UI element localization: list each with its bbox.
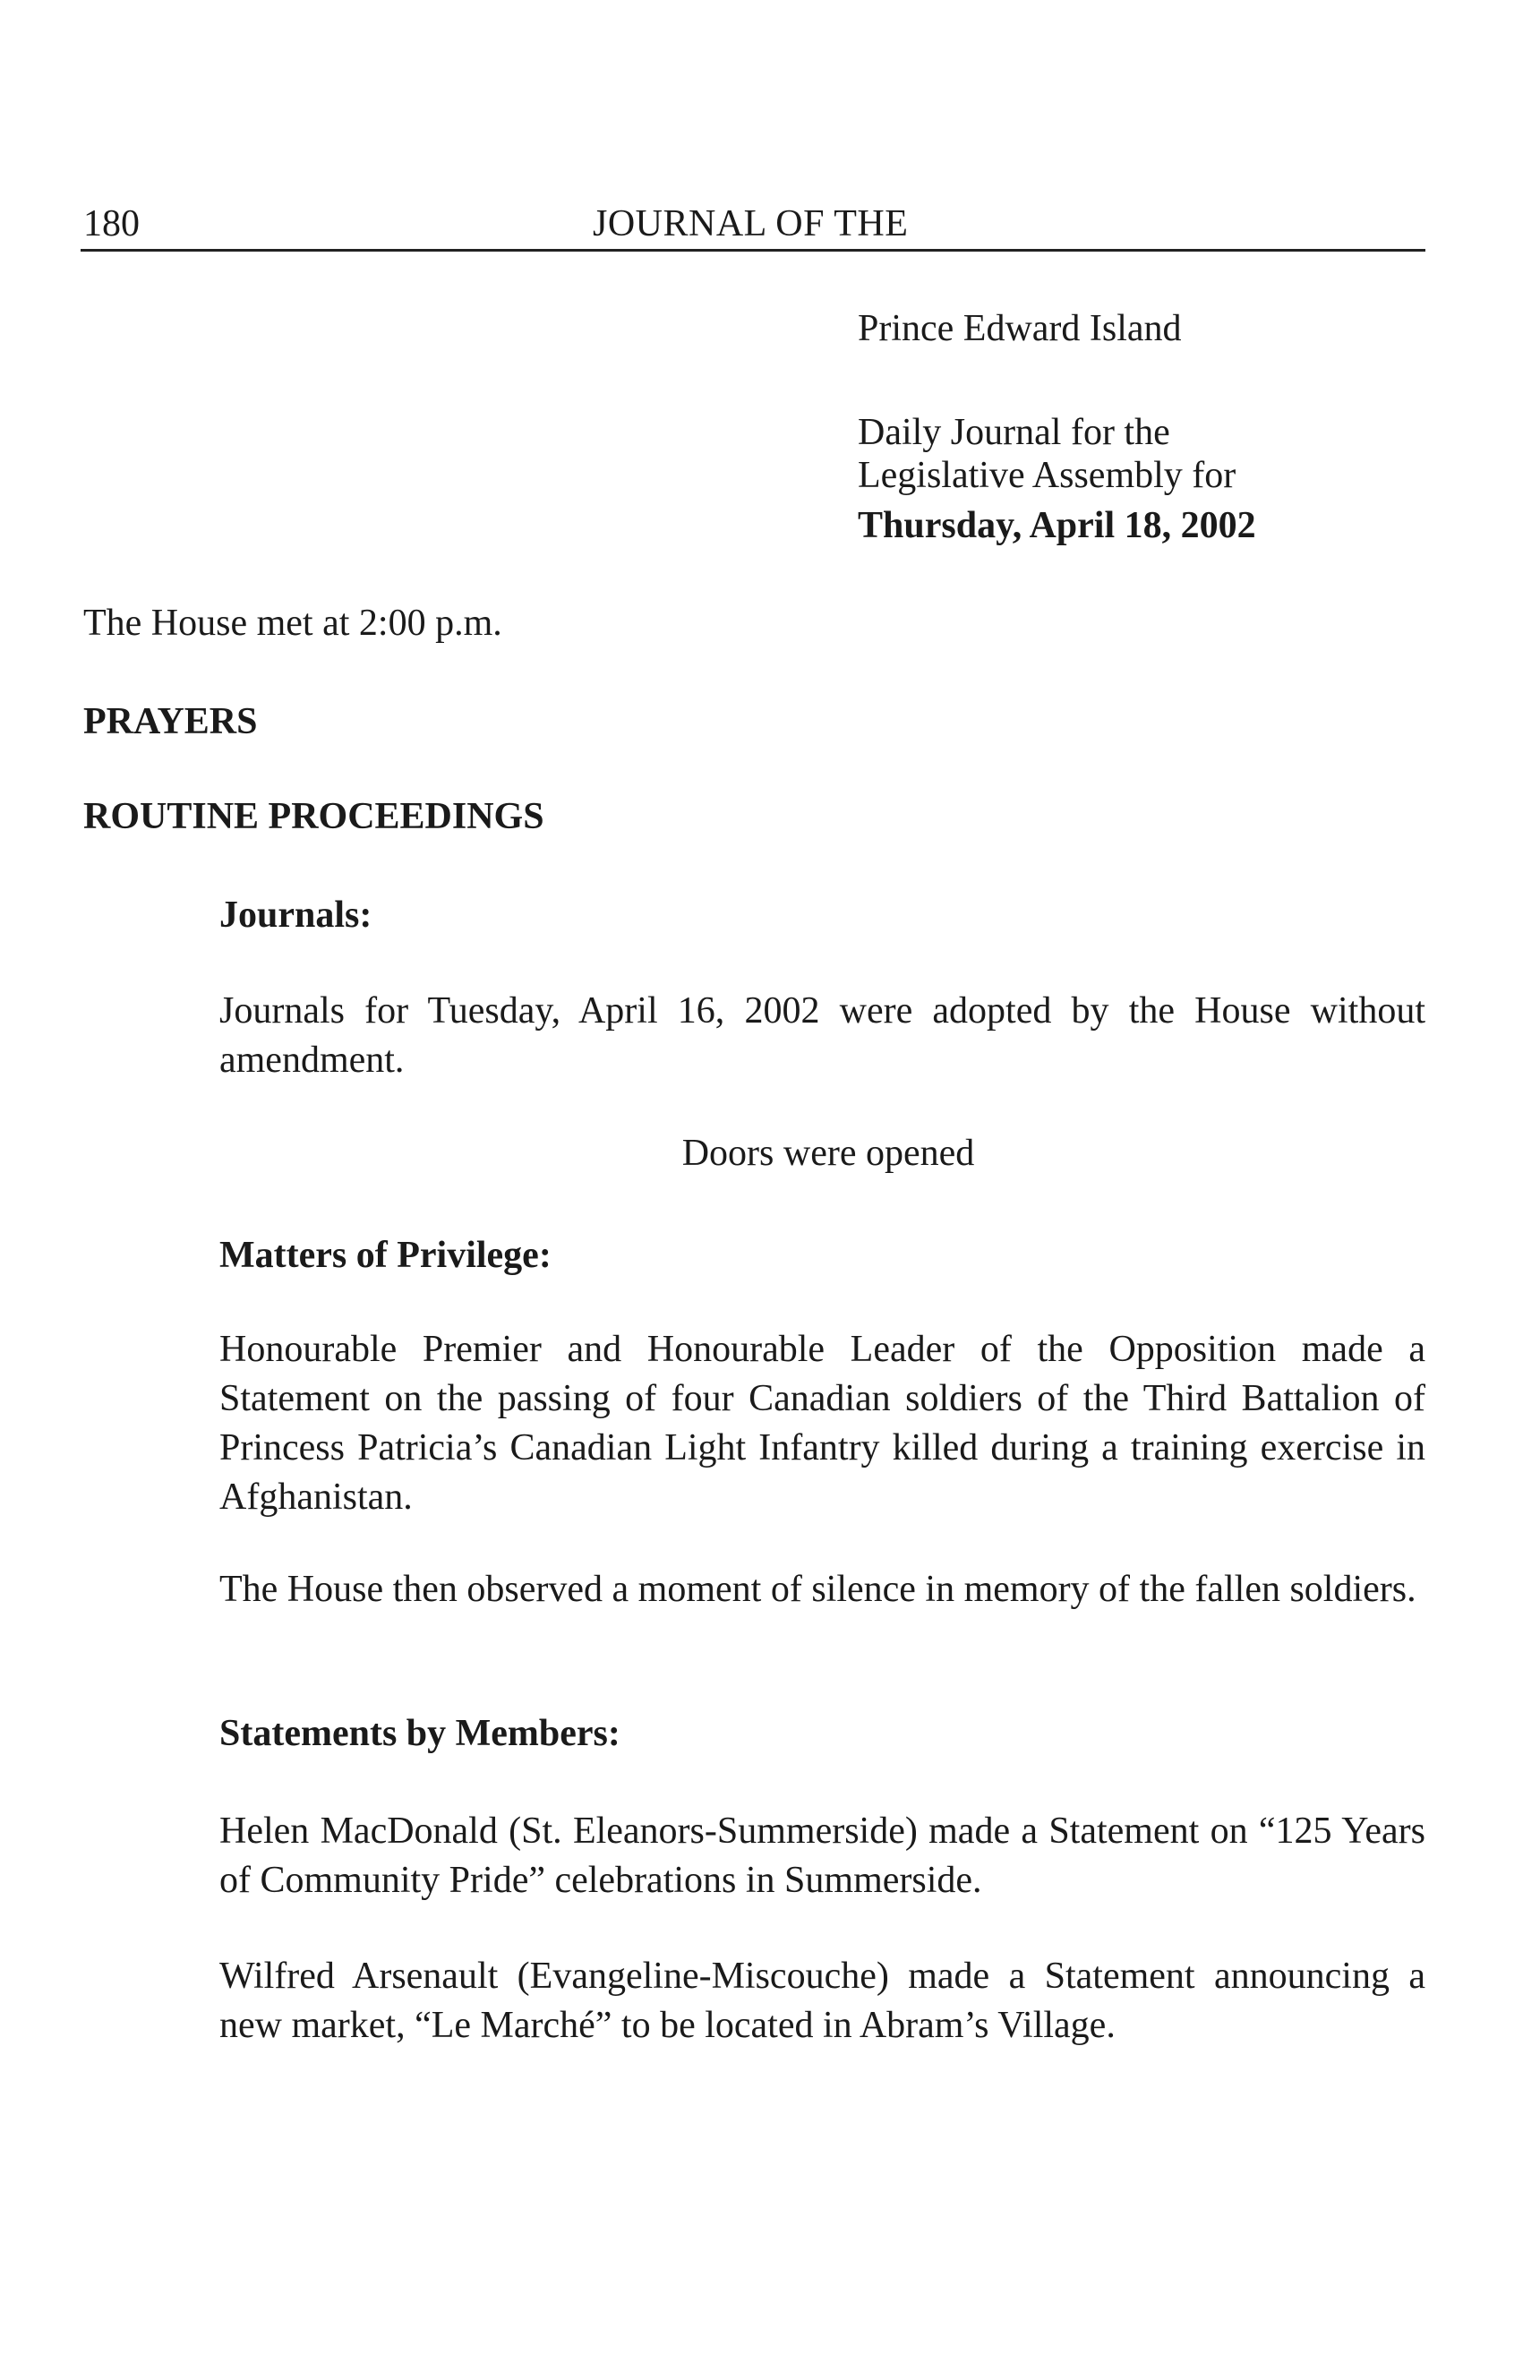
journal-title-line2: Legislative Assembly for <box>858 455 1236 496</box>
doors-opened-line: Doors were opened <box>681 1133 975 1174</box>
opening-line: The House met at 2:00 p.m. <box>83 603 502 644</box>
journal-title-line1: Daily Journal for the <box>858 412 1170 453</box>
statements-heading: Statements by Members: <box>219 1713 620 1754</box>
page-number: 180 <box>83 203 140 244</box>
journals-paragraph: Journals for Tuesday, April 16, 2002 were adopted by the House without amendment. <box>219 990 1425 1081</box>
statement-paragraph-1: Helen MacDonald (St. Eleanors-Summerside) made a Statement on “125 Years of Community Pride” celebrations in Summerside. <box>219 1811 1425 1901</box>
journals-heading: Journals: <box>219 895 372 936</box>
header-rule <box>81 249 1425 252</box>
running-title: JOURNAL OF THE <box>593 203 909 244</box>
privilege-heading: Matters of Privilege: <box>219 1235 552 1276</box>
privilege-paragraph-1: Honourable Premier and Honourable Leader of the Opposition made a Statement on the passing of four Canadian soldiers of the Third Battalion of Princess Patricia’s Canadian Light Infantry killed during a training exercise in Afghanistan. <box>219 1329 1425 1518</box>
province-name: Prince Edward Island <box>858 308 1182 349</box>
statement-paragraph-2: Wilfred Arsenault (Evangeline-Miscouche) made a Statement announcing a new market, “Le Marché” to be located in Abram’s Village. <box>219 1956 1425 2046</box>
privilege-paragraph-2: The House then observed a moment of silence in memory of the fallen soldiers. <box>219 1569 1416 1610</box>
prayers-heading: PRAYERS <box>83 701 258 742</box>
routine-proceedings-heading: ROUTINE PROCEEDINGS <box>83 796 544 837</box>
sitting-date: Thursday, April 18, 2002 <box>858 505 1256 546</box>
